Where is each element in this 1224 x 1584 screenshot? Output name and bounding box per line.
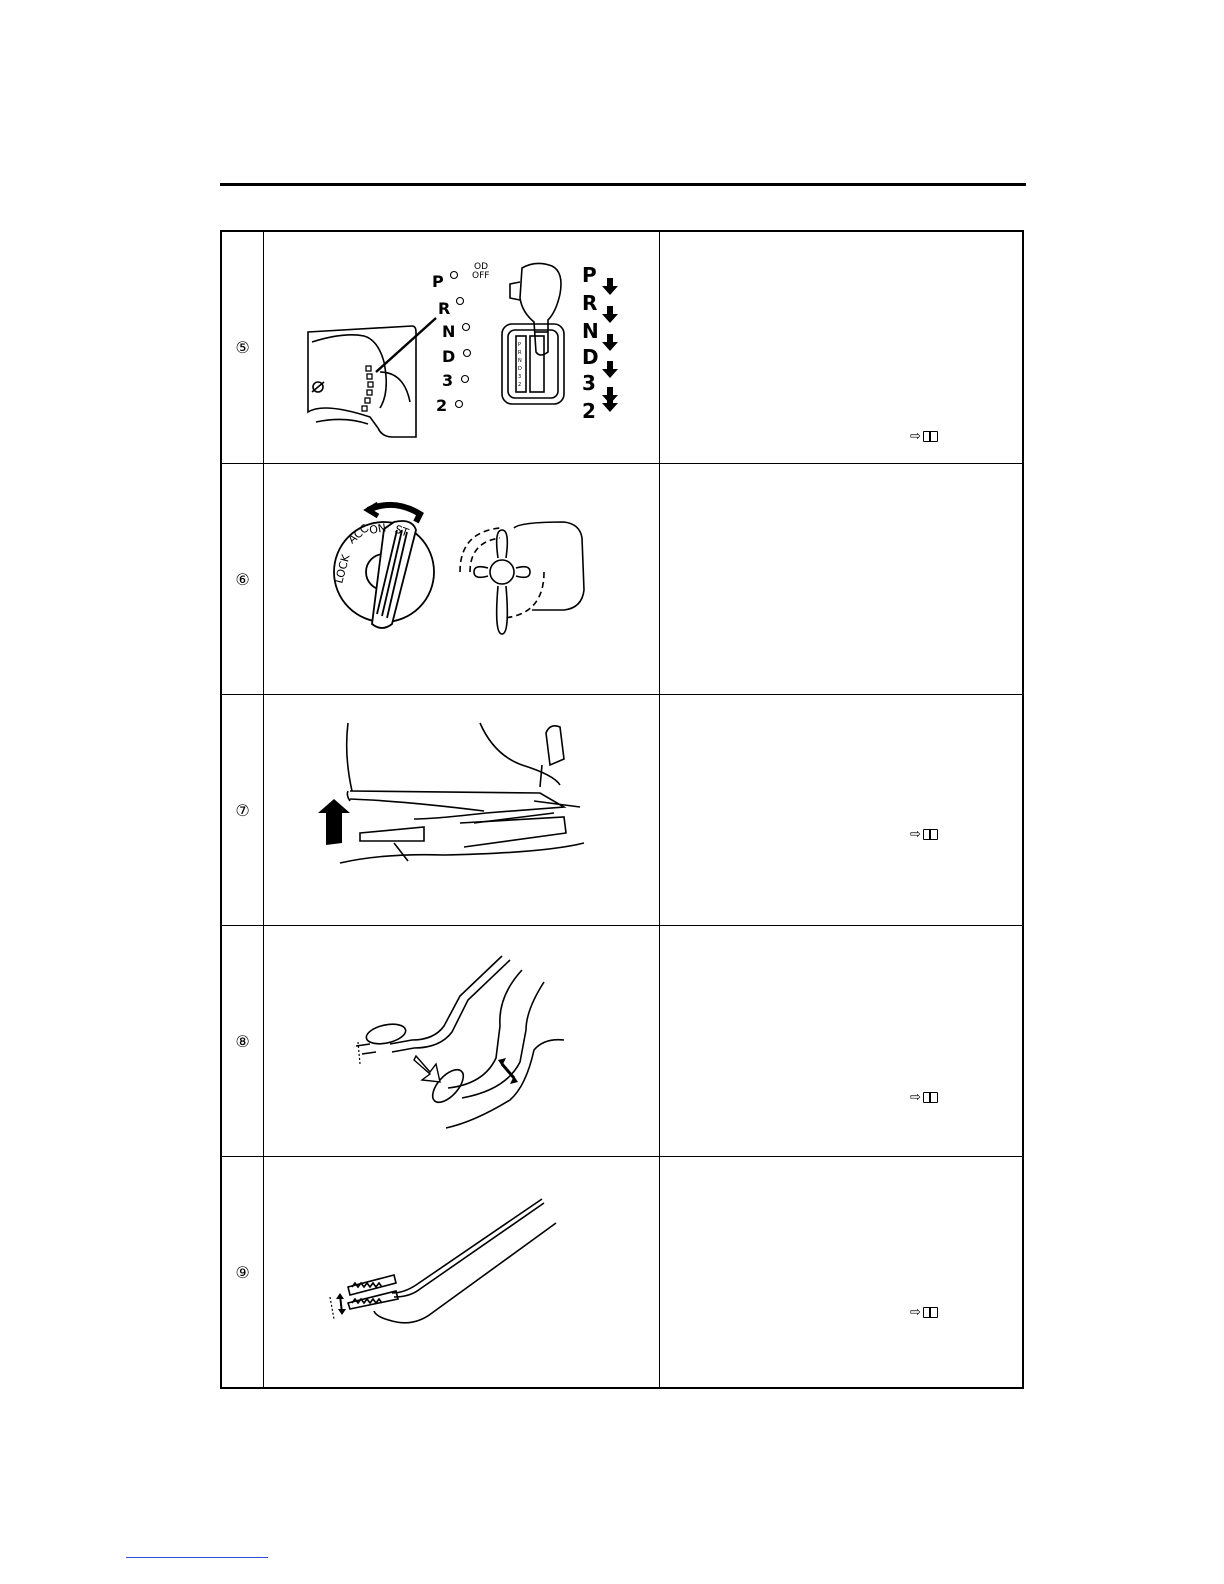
row-number: ⑧ <box>222 926 264 1156</box>
od-label: OD <box>474 262 489 272</box>
svg-text:3: 3 <box>518 374 522 380</box>
table-row-5 <box>222 232 1022 463</box>
clutch-pedal-illustration <box>264 1157 660 1387</box>
shift-label-3: 3 <box>582 371 596 395</box>
open-book-icon <box>923 829 938 840</box>
press-arrow-icon <box>414 1056 440 1082</box>
row-number: ⑥ <box>222 464 264 694</box>
parking-brake-illustration <box>264 695 660 925</box>
steering-column-drawing <box>460 522 584 634</box>
shift-label-2: 2 <box>582 399 596 423</box>
instrument-cluster-drawing <box>308 326 416 437</box>
manual-reference <box>910 1090 938 1105</box>
shift-indicator-illustration <box>264 232 660 463</box>
indicator-label-2: 2 <box>436 396 448 415</box>
row-text <box>660 464 1022 694</box>
ignition-acc-label: ACC <box>345 521 372 547</box>
outline-arrow-icon: ⇨ <box>910 827 921 842</box>
row-number: ⑤ <box>222 232 264 463</box>
indicator-label-d: D <box>442 347 456 366</box>
ignition-switch-illustration <box>264 464 660 694</box>
row-number: ⑦ <box>222 695 264 925</box>
outline-arrow-icon: ⇨ <box>910 1090 921 1105</box>
up-arrow-icon <box>318 799 350 845</box>
svg-text:D: D <box>518 366 522 372</box>
open-book-icon <box>923 1092 938 1103</box>
svg-text:N: N <box>518 358 522 364</box>
svg-text:P: P <box>518 342 522 348</box>
table-row-9 <box>222 1156 1022 1387</box>
indicator-label-n: N <box>442 322 456 341</box>
manual-reference <box>910 827 938 842</box>
parking-brake-lever-drawing <box>340 723 584 863</box>
shift-label-d: D <box>582 345 599 369</box>
table-row-7 <box>222 694 1022 925</box>
down-arrow-icon <box>602 278 618 412</box>
header-rule <box>220 183 1026 186</box>
row-number: ⑨ <box>222 1157 264 1387</box>
outline-arrow-icon: ⇨ <box>910 429 921 444</box>
table-row-8 <box>222 925 1022 1156</box>
indicator-label-3: 3 <box>442 371 454 390</box>
brake-pedal-illustration <box>264 926 660 1156</box>
pedal-drawing <box>356 956 564 1128</box>
manual-reference <box>910 429 938 444</box>
clutch-pedal-drawing <box>348 1199 556 1323</box>
row-text <box>660 1157 1022 1387</box>
svg-text:2: 2 <box>518 382 522 388</box>
indicator-label-r: R <box>438 299 451 318</box>
open-book-icon <box>923 1307 938 1318</box>
indicator-label-p: P <box>432 272 444 291</box>
ignition-on-label: ON <box>368 521 388 537</box>
shift-label-r: R <box>582 291 598 315</box>
svg-text:R: R <box>518 350 522 356</box>
shift-label-n: N <box>582 319 599 343</box>
row-text <box>660 232 1022 463</box>
row-text <box>660 926 1022 1156</box>
table-row-6 <box>222 463 1022 694</box>
row-text <box>660 695 1022 925</box>
off-label: OFF <box>472 271 490 281</box>
double-arrow-icon <box>502 1064 514 1078</box>
footer-link-underline[interactable] <box>126 1557 268 1558</box>
ignition-lock-label: LOCK <box>332 553 353 585</box>
manual-reference <box>910 1305 938 1320</box>
instruction-table <box>220 230 1024 1389</box>
shift-label-p: P <box>582 263 597 287</box>
shift-lever-drawing <box>502 263 564 404</box>
open-book-icon <box>923 431 938 442</box>
outline-arrow-icon: ⇨ <box>910 1305 921 1320</box>
indicator-lamp-column <box>362 366 373 411</box>
ignition-start-label: ST <box>392 522 411 540</box>
